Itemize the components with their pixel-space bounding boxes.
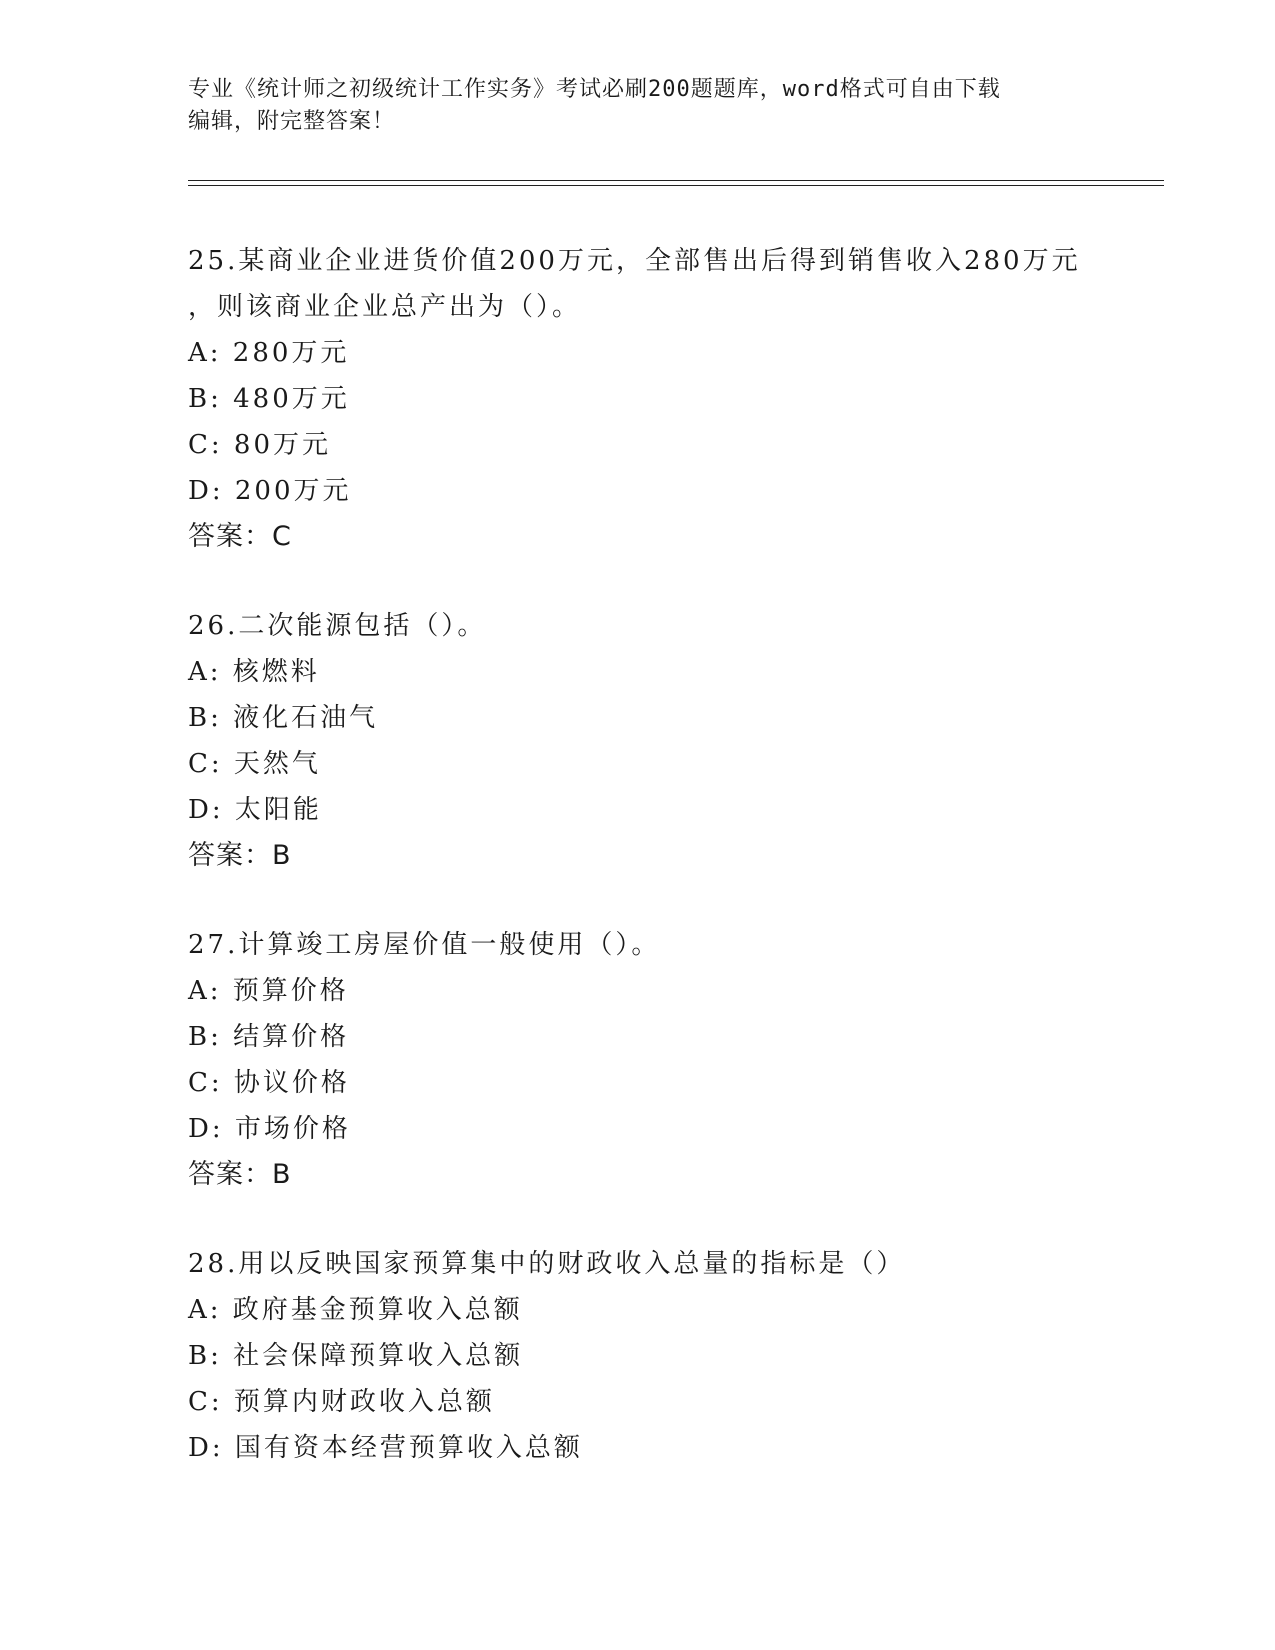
option-b: B: 社会保障预算收入总额 bbox=[188, 1341, 524, 1371]
question-25 bbox=[188, 238, 1088, 560]
header-line-1: 专业《统计师之初级统计工作实务》考试必刷200题题库，word格式可自由下载 bbox=[188, 77, 1001, 102]
header-line-2: 编辑，附完整答案！ bbox=[188, 109, 396, 134]
answer-line: 答案：B bbox=[188, 840, 292, 871]
question-text-line-1: 26.二次能源包括（）。 bbox=[188, 611, 487, 641]
question-list bbox=[188, 238, 1088, 1514]
option-c: C: 协议价格 bbox=[188, 1068, 350, 1098]
header-divider-bottom bbox=[188, 185, 1164, 186]
header-divider-top bbox=[188, 180, 1164, 181]
option-d: D: 200万元 bbox=[188, 476, 352, 506]
option-c: C: 预算内财政收入总额 bbox=[188, 1387, 495, 1417]
question-26 bbox=[188, 603, 1088, 879]
option-b: B: 480万元 bbox=[188, 384, 350, 414]
option-a: A: 预算价格 bbox=[188, 976, 349, 1006]
question-text-line-2: ，则该商业企业总产出为（）。 bbox=[188, 292, 582, 322]
option-a: A: 核燃料 bbox=[188, 657, 320, 687]
option-c: C: 天然气 bbox=[188, 749, 321, 779]
question-text-line-1: 25.某商业企业进货价值200万元，全部售出后得到销售收入280万元 bbox=[188, 246, 1081, 276]
option-d: D: 国有资本经营预算收入总额 bbox=[188, 1433, 583, 1463]
question-27 bbox=[188, 922, 1088, 1198]
option-d: D: 太阳能 bbox=[188, 795, 322, 825]
option-c: C: 80万元 bbox=[188, 430, 332, 460]
option-b: B: 结算价格 bbox=[188, 1022, 350, 1052]
option-b: B: 液化石油气 bbox=[188, 703, 379, 733]
answer-line: 答案：B bbox=[188, 1159, 292, 1190]
option-a: A: 280万元 bbox=[188, 338, 350, 368]
question-text-line-1: 27.计算竣工房屋价值一般使用（）。 bbox=[188, 930, 661, 960]
option-a: A: 政府基金预算收入总额 bbox=[188, 1295, 523, 1325]
question-text-line-1: 28.用以反映国家预算集中的财政收入总量的指标是（） bbox=[188, 1249, 906, 1279]
question-28 bbox=[188, 1241, 1088, 1471]
option-d: D: 市场价格 bbox=[188, 1114, 351, 1144]
document-header bbox=[188, 74, 1088, 138]
answer-line: 答案：C bbox=[188, 521, 292, 552]
